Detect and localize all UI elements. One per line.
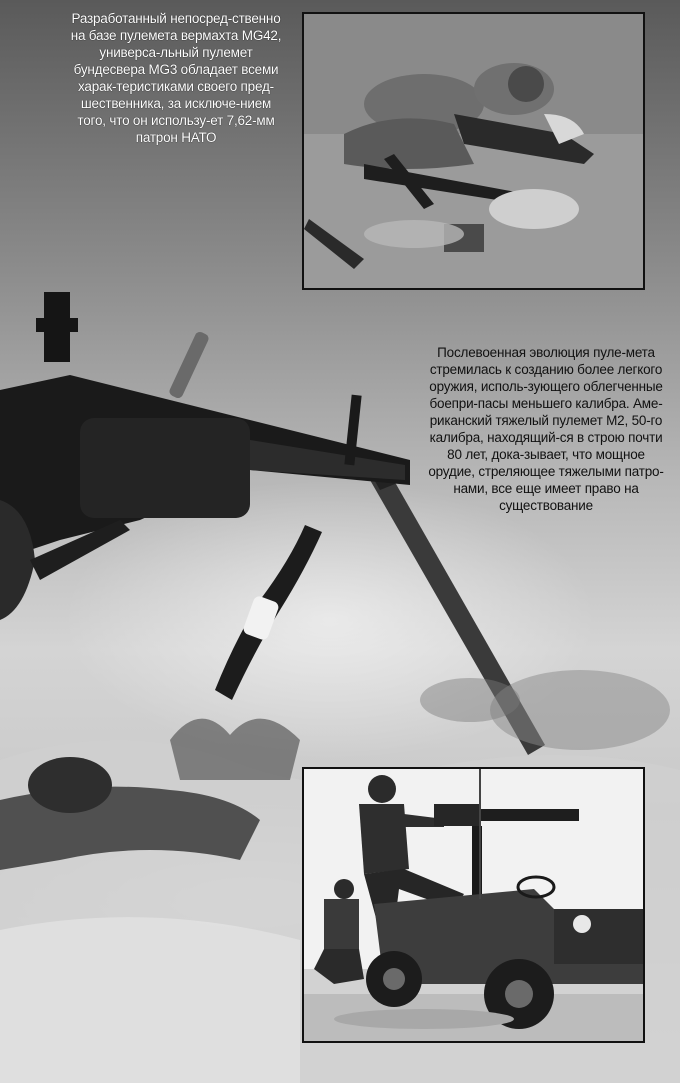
top-inset-photo	[302, 12, 645, 290]
caption-top: Разработанный непосред-ственно на базе пулемета вермахта MG42, универса-льный пулемет бундесвера MG3 обладает всеми харак-теристиками своего пред-шественника, за исключе-нием того, что он использу-ет 7,62-мм патрон НАТО	[70, 11, 282, 145]
caption-middle: Послевоенная эволюция пуле-мета стремилась к созданию более легкого оружия, исполь-зующего облегченные боепри-пасы меньшего калибра. Аме-риканский тяжелый пулемет М2, 50-го калибра, находящий-ся в строю почти 80 лет, дока-зывает, что мощное орудие, стреляющее тяжелыми патро-нами, все еще имеет право на существование	[428, 345, 664, 513]
bottom-inset-photo	[302, 767, 645, 1043]
